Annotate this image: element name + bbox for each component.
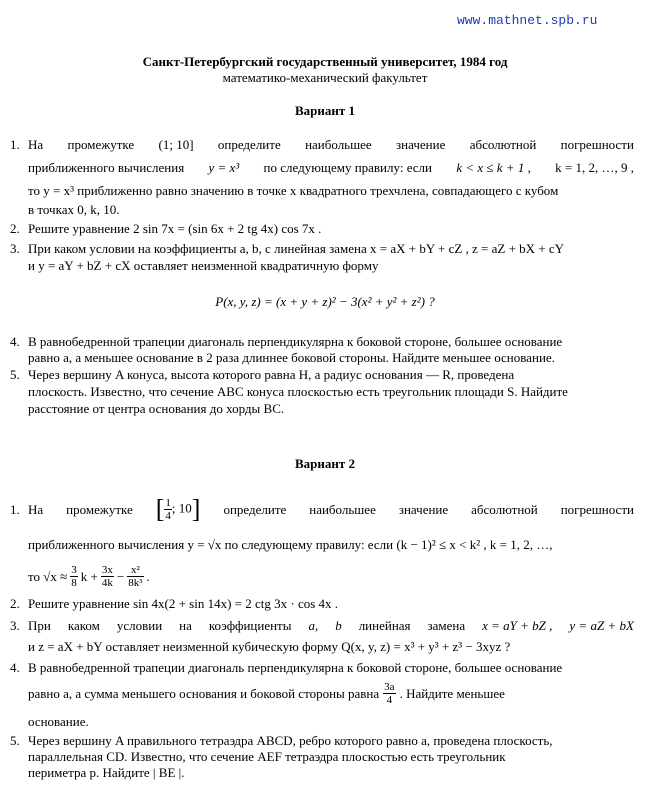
word: значение	[398, 501, 449, 517]
numerator: x²	[127, 564, 143, 577]
fraction	[383, 681, 395, 706]
word: линейная	[358, 618, 411, 633]
v2-p3-line2: и z = aX + bY оставляет неизменной кубическую форму Q(x, y, z) = x³ + y³ + z³ − 3xyz ?	[28, 639, 511, 654]
problem-number: 1.	[10, 502, 20, 517]
word: наибольшее	[309, 501, 376, 517]
v1-p1-line3: то y = x³ приближенно равно значению в точке x квадратного трехчлена, совпадающего с кубом	[28, 183, 559, 198]
v1-p4-line1: В равнобедренной трапеции диагональ перпендикулярна к боковой стороне, большее основание	[28, 334, 563, 349]
word: погрешности	[560, 501, 634, 517]
text-fragment: то √x ≈	[28, 568, 68, 584]
v2-p2-text: Решите уравнение sin 4x(2 + sin 14x) = 2 ctg 3x · cos 4x .	[28, 596, 339, 611]
word: абсолютной	[471, 501, 538, 517]
v2-p3-line1	[28, 618, 634, 633]
text-fragment: k +	[80, 568, 98, 584]
formula: x = aY + bZ ,	[482, 618, 553, 633]
word: каком	[67, 618, 100, 633]
problem-number: 1.	[10, 137, 20, 152]
denominator: 4	[165, 509, 171, 522]
word: абсолютной	[469, 137, 537, 152]
v2-p4-line1: В равнобедренной трапеции диагональ перпендикулярна к боковой стороне, большее основание	[28, 660, 563, 675]
word: На	[28, 501, 44, 517]
word: На	[28, 137, 44, 152]
fraction	[101, 564, 114, 589]
word: промежутке	[67, 137, 135, 152]
numerator: 3a	[384, 680, 395, 693]
bracket: ]	[191, 494, 201, 523]
formula: y = aZ + bX	[569, 618, 634, 633]
word: наибольшее	[305, 137, 372, 152]
university-title: Санкт-Петербургский государственный университет, 1984 год	[142, 54, 508, 69]
v1-p3-line1: При каком условии на коэффициенты a, b, c линейная замена x = aX + bY + cZ , z = aZ + bX + cY	[28, 241, 565, 256]
denominator: 8	[71, 576, 77, 589]
fraction	[70, 564, 78, 589]
denominator: 4	[386, 693, 393, 706]
v1-p3-formula: P(x, y, z) = (x + y + z)² − 3(x² + y² + z²) ?	[215, 294, 435, 309]
v1-p1-line1	[28, 137, 634, 152]
word: условии	[116, 618, 163, 633]
faculty-subtitle: математико-механический факультет	[222, 70, 428, 85]
v1-p5-line2: плоскость. Известно, что сечение ABC конуса плоскостью есть треугольник площади S. Найдите	[28, 384, 568, 399]
v1-p4-line2: равно a, а меньшее основание в 2 раза длиннее боковой стороны. Найдите меньшее основание.	[28, 350, 555, 365]
v1-p5-line1: Через вершину A конуса, высота которого равна H, а радиус основания — R, проведена	[28, 367, 515, 382]
v1-p1-line2	[28, 160, 634, 175]
word: замена	[427, 618, 466, 633]
bracket: [	[155, 494, 165, 523]
formula: k = 1, 2, …, 9 ,	[555, 160, 634, 175]
problem-number: 5.	[10, 733, 20, 748]
v2-p1-line3	[28, 560, 634, 592]
word: значение	[396, 137, 446, 152]
fraction	[127, 564, 143, 589]
v1-p3-line2: и y = aY + bZ + cX оставляет неизменной квадратичную форму	[28, 258, 379, 273]
fraction	[164, 497, 172, 522]
v2-p5-line3: периметра p. Найдите | BE |.	[28, 765, 185, 780]
v1-p5-line3: расстояние от центра основания до хорды BC.	[28, 401, 285, 416]
word: b	[335, 618, 342, 633]
word: определите	[223, 501, 287, 517]
numerator: 1	[165, 496, 171, 509]
formula: y = x³	[208, 160, 240, 175]
interval: (1; 10]	[158, 137, 194, 152]
numerator: 3	[71, 563, 77, 576]
word: промежутке	[66, 501, 133, 517]
problem-number: 3.	[10, 618, 20, 633]
site-url[interactable]: www.mathnet.spb.ru	[457, 13, 598, 28]
text-fragment: .	[146, 568, 150, 584]
word: a,	[308, 618, 319, 633]
numerator: 3x	[101, 563, 113, 576]
denominator: 8k³	[128, 576, 143, 589]
text-fragment: −	[116, 568, 125, 584]
word: определите	[217, 137, 281, 152]
problem-number: 4.	[10, 660, 20, 675]
text-fragment: приближенного вычисления	[28, 160, 185, 175]
interval	[155, 494, 201, 523]
v2-p1-line2: приближенного вычисления y = √x по следующему правилу: если (k − 1)² ≤ x < k² , k = 1, 2, …,	[28, 537, 553, 552]
word: погрешности	[560, 137, 634, 152]
problem-number: 5.	[10, 367, 20, 382]
text-fragment: по следующему правилу: если	[263, 160, 433, 175]
text-fragment: ; 10	[171, 499, 192, 515]
v2-p5-line2: параллельная CD. Известно, что сечение AEF тетраэдра плоскостью есть треугольник	[28, 749, 506, 764]
v2-p1-line1	[28, 490, 634, 528]
problem-number: 2.	[10, 221, 20, 236]
denominator: 4k	[101, 576, 113, 589]
word: коэффициенты	[208, 618, 292, 633]
formula: k < x ≤ k + 1 ,	[456, 160, 531, 175]
v2-p4-line2	[28, 678, 634, 708]
text-fragment: . Найдите меньшее	[399, 685, 505, 701]
problem-number: 3.	[10, 241, 20, 256]
word: При	[28, 618, 51, 633]
variant-1-heading: Вариант 1	[294, 103, 356, 118]
word: на	[179, 618, 192, 633]
v2-p5-line1: Через вершину A правильного тетраэдра ABCD, ребро которого равно a, проведена плоскость,	[28, 733, 553, 748]
problem-number: 2.	[10, 596, 20, 611]
text-fragment: равно a, а сумма меньшего основания и боковой стороны равна	[28, 685, 380, 701]
v2-p4-line3: основание.	[28, 714, 89, 729]
problem-number: 4.	[10, 334, 20, 349]
v1-p1-line4: в точках 0, k, 10.	[28, 202, 120, 217]
v1-p2-text: Решите уравнение 2 sin 7x = (sin 6x + 2 tg 4x) cos 7x .	[28, 221, 322, 236]
variant-2-heading: Вариант 2	[294, 456, 356, 471]
